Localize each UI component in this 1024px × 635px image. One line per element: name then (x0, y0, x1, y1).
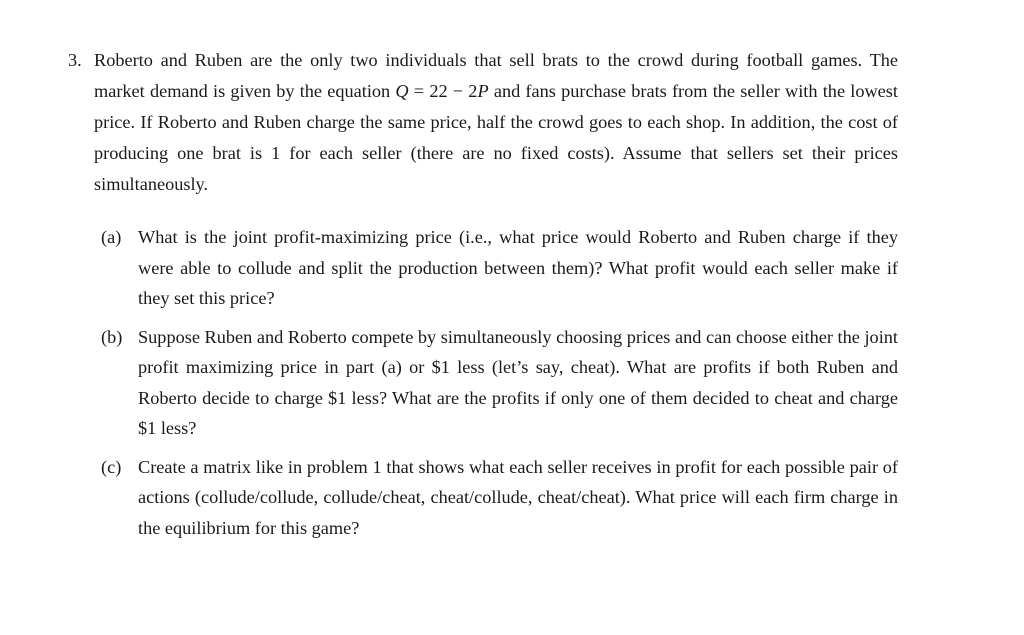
sub-question-label: (a) (101, 227, 122, 247)
problem-statement (68, 45, 898, 200)
sub-question-a (101, 222, 898, 314)
problem-3 (68, 45, 898, 551)
problem-number: 3. (68, 50, 82, 70)
sub-question-c (101, 452, 898, 544)
sub-question-label: (c) (101, 456, 122, 477)
sub-question-text: Suppose Ruben and Roberto compete by simultaneously choosing prices and can choose either the joint profit maximizing price in part (a) or $1 less (let’s say, cheat). What are profits if both Ruben and Roberto decide to charge $1 less? What are the profits if only one of them decided to cheat and charge $1 less? (138, 326, 898, 438)
equation-mid: = 22 − 2 (408, 81, 478, 101)
problem-text (94, 45, 898, 200)
problem-text-part1: Roberto and Ruben are the only two individuals that sell brats to the crowd during football games. The market demand is given by the equation (94, 50, 898, 101)
equation-q: Q (395, 81, 409, 101)
sub-question-text: What is the joint profit-maximizing price (i.e., what price would Roberto and Ruben charge if they were able to collude and split the production between them)? What profit would each seller make if they set this price? (138, 227, 898, 308)
problem-text-part2: and fans purchase brats from the seller with the lowest price. If Roberto and Ruben charge the same price, half the crowd goes to each shop. In addition, the cost of producing one brat is 1 for each seller (there are no fixed costs). Assume that sellers set their prices simultaneously. (94, 81, 898, 194)
sub-question-label: (b) (101, 326, 123, 347)
equation-p: P (477, 81, 489, 101)
sub-question-b (101, 322, 898, 444)
sub-question-text: Create a matrix like in problem 1 that shows what each seller receives in profit for each possible pair of actions (collude/collude, collude/cheat, cheat/collude, cheat/cheat). What price will each firm charge in the equilibrium for this game? (138, 456, 898, 538)
sub-questions (68, 222, 898, 543)
